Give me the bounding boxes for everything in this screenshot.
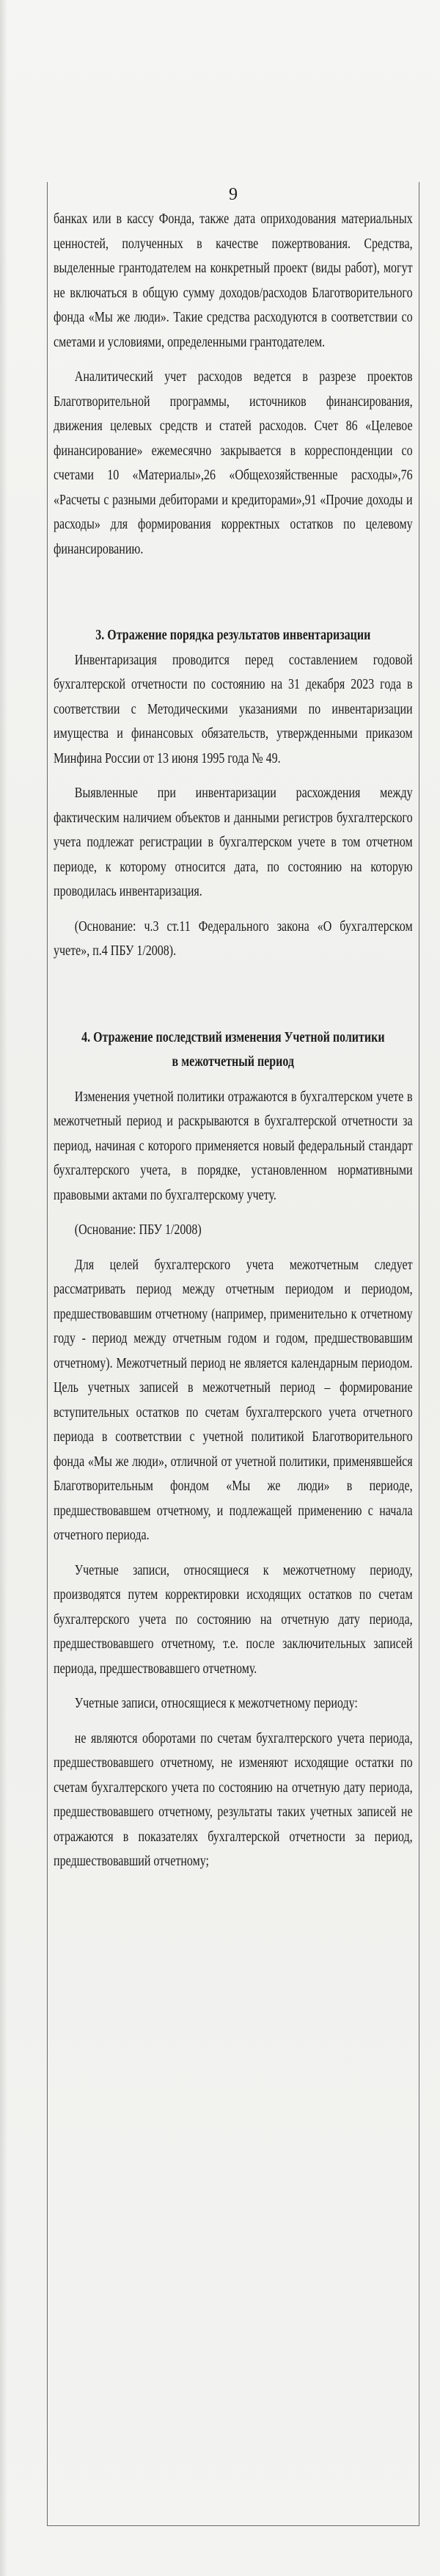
section-3-paragraph-1: Инвентаризация проводится перед составлением годовой бухгалтерской отчетности по состоянию на 31 декабря 2023 года в соответствии с Методическими указаниями по инвентаризации имущества и финансовых обязательств, утвержденными приказом Минфина России от 13 июня 1995 года № 49.: [54, 651, 413, 766]
section-4-title-line-2: в межотчетный период: [172, 1053, 295, 1070]
scan-edge-shadow: [0, 0, 7, 2576]
section-3-title: 3. Отражение порядка результатов инвентаризации: [95, 627, 371, 643]
section-4-title-line-1: 4. Отражение последствий изменения Учетной политики: [81, 1028, 385, 1045]
paragraph-analytics: Аналитический учет расходов ведется в разрезе проектов Благотворительной программы, источников финансирования, движения целевых средств и статей расходов. Счет 86 «Целевое финансирование» ежемесячно закрывается в корреспонденции со счетами 10 «Материалы»,26 «Общехозяйственные расходы»,76 «Расчеты с разными дебиторами и кредиторами»,91 «Прочие доходы и расходы» для формирования корректных остатков по целевому финансированию.: [54, 369, 413, 557]
section-4-paragraph-1: Изменения учетной политики отражаются в бухгалтерском учете в межотчетный период и раскрываются в бухгалтерской отчетности за период, начиная с которого применяется новый федеральный стандарт бухгалтерского учета, в порядке, установленном нормативными правовыми актами по бухгалтерскому учету.: [54, 1088, 413, 1203]
section-4-basis: (Основание: ПБУ 1/2008): [74, 1222, 202, 1238]
section-4-paragraph-4: Учетные записи, относящиеся к межотчетному периоду:: [74, 1695, 358, 1711]
document-body: [54, 207, 413, 1874]
section-4-paragraph-3: Учетные записи, относящиеся к межотчетному периоду, производятся путем корректировки исходящих остатков по счетам бухгалтерского учета по состоянию на отчетную дату периода, предшествовавшего отчетному, т.е. после заключительных записей периода, предшествовавшего отчетному.: [54, 1561, 413, 1677]
section-4-paragraph-2: Для целей бухгалтерского учета межотчетным следует рассматривать период между отчетным периодом и периодом, предшествовавшим отчетному (например, применительно к отчетному году - период между отчетным годом и годом, предшествовавшим отчетному). Межотчетный период не является календарным периодом. Цель учетных записей в межотчетный период – формирование вступительных остатков по счетам бухгалтерского учета отчетного периода в соответствии с учетной политикой Благотворительного фонда «Мы же люди», отличной от учетной политики, применявшейся Благотворительным фондом «Мы же люди» в периоде, предшествовавшем отчетному, и подлежащей применению с начала отчетного периода.: [54, 1256, 413, 1543]
paragraph-top: банках или в кассу Фонда, также дата оприходования материальных ценностей, полученных в качестве пожертвования. Средства, выделенные грантодателем на конкретный проект (виды работ), могут не включаться в общую сумму доходов/расходов Благотворительного фонда «Мы же люди». Такие средства расходуются в соответствии со сметами и условиями, определенными грантодателем.: [54, 211, 413, 350]
page-frame: [47, 182, 419, 2526]
page-number: 9: [229, 185, 238, 204]
section-3-paragraph-2: Выявленные при инвентаризации расхождения между фактическим наличием объектов и данными регистров бухгалтерского учета подлежат регистрации в бухгалтерском учете в том отчетном периоде, к которому относится дата, по состоянию на которую проводилась инвентаризация.: [54, 785, 413, 899]
section-4-paragraph-5: не являются оборотами по счетам бухгалтерского учета периода, предшествовавшего отчетному, не изменяют исходящие остатки по счетам бухгалтерского учета по состоянию на отчетную дату периода, предшествовавшего отчетному, результаты таких учетных записей не отражаются в показателях бухгалтерской отчетности за период, предшествовавший отчетному;: [54, 1730, 413, 1869]
section-3-basis: (Основание: ч.3 ст.11 Федерального закона «О бухгалтерском учете», п.4 ПБУ 1/2008).: [54, 918, 413, 959]
